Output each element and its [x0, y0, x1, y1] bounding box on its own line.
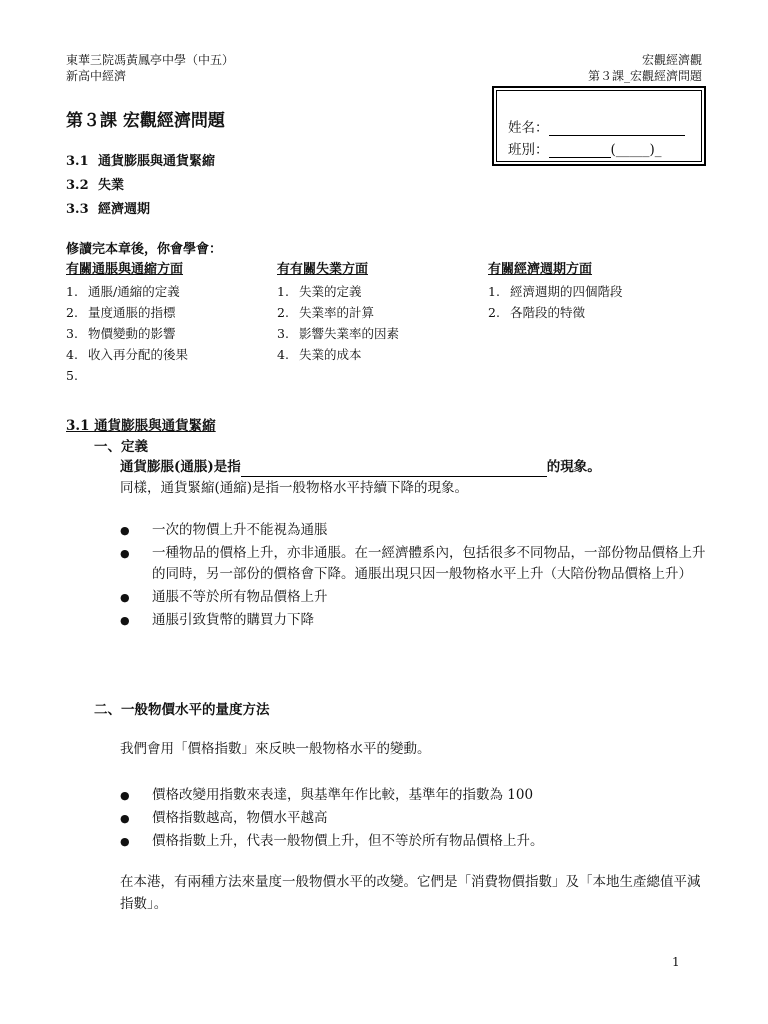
list-item: 3. 影響失業率的因素: [277, 326, 400, 341]
name-box: [492, 86, 706, 166]
list-item: ● 一種物品的價格上升，亦非通脹。在一經濟體系內，包括很多不同物品，一部份物品價格上升的同時，另一部份的價格會下降。通脹出現只因一般物格水平上升（大陪份物品價格上升）: [120, 545, 706, 582]
class-field[interactable]: [549, 157, 611, 158]
name-label: 姓名：: [508, 120, 549, 136]
subsection-heading: 二、一般物價水平的量度方法: [94, 702, 270, 718]
list-item: ● 價格指數上升，代表一般物價上升，但不等於所有物品價格上升。: [120, 833, 544, 849]
subject-name: 宏觀經濟觀: [641, 53, 702, 67]
list-item: 2. 量度通脹的指標: [66, 305, 176, 320]
list-item: 3. 物價變動的影響: [66, 326, 176, 341]
list-item: 5.: [66, 368, 78, 383]
objectives-column-cycle: [488, 260, 698, 323]
price-index-intro: 我們會用「價格指數」來反映一般物格水平的變動。: [120, 741, 431, 757]
inflation-definition: 通貨膨脹(通脹)是指 的現象。: [120, 459, 601, 475]
course-name: 新高中經濟: [66, 69, 127, 83]
column-heading: 有關通脹與通縮方面: [66, 262, 184, 277]
list-item: 1. 失業的定義: [277, 284, 362, 299]
section-heading: 3.1 通貨膨脹與通貨緊縮: [66, 418, 216, 434]
lesson-name: 第３課_宏觀經濟問題: [587, 69, 702, 83]
objectives-column-inflation: [66, 260, 276, 386]
price-index-notes: [120, 785, 712, 854]
toc: [66, 150, 215, 222]
class-label: 班別：: [508, 142, 549, 158]
list-item: ● 價格改變用指數來表達，與基準年作比較，基準年的指數為 100: [120, 787, 534, 803]
toc-item: 3.3 經濟週期: [66, 202, 151, 217]
definition-blank[interactable]: [241, 460, 547, 477]
deflation-definition: 同樣，通貨緊縮(通縮)是指一般物格水平持續下降的現象。: [120, 480, 469, 496]
list-item: ● 通脹引致貨幣的購買力下降: [120, 612, 314, 628]
list-item: ● 通脹不等於所有物品價格上升: [120, 589, 328, 605]
toc-item: 3.2 失業: [66, 178, 125, 193]
measurement-methods: 在本港，有兩種方法來量度一般物價水平的改變。它們是「消費物價指數」及「本地生產總值平減指數」。: [120, 874, 701, 912]
page-number: 1: [672, 955, 680, 969]
list-item: 2. 各階段的特徵: [488, 305, 586, 320]
list-item: ● 價格指數越高，物價水平越高: [120, 810, 328, 826]
name-field[interactable]: [549, 135, 685, 136]
list-item: 4. 收入再分配的後果: [66, 347, 189, 362]
school-name: 東華三院馮黃鳳亭中學（中五）: [66, 53, 235, 67]
column-heading: 有有關失業方面: [277, 262, 369, 277]
list-item: 4. 失業的成本: [277, 347, 362, 362]
subsection-heading: 一、定義: [94, 439, 148, 455]
objectives-intro: 修讀完本章後，你會學會：: [66, 242, 223, 257]
column-heading: 有關經濟週期方面: [488, 262, 593, 277]
list-item: 1. 經濟週期的四個階段: [488, 284, 623, 299]
objectives-column-unemployment: [277, 260, 487, 365]
list-item: 1. 通脹/通縮的定義: [66, 284, 180, 299]
page-title: 第３課 宏觀經濟問題: [66, 111, 225, 131]
toc-item: 3.1 通貨膨脹與通貨緊縮: [66, 154, 216, 169]
list-item: 2. 失業率的計算: [277, 305, 375, 320]
list-item: ● 一次的物價上升不能視為通脹: [120, 522, 328, 538]
inflation-notes: [120, 520, 712, 633]
class-number-field[interactable]: (_____)_: [610, 142, 662, 158]
